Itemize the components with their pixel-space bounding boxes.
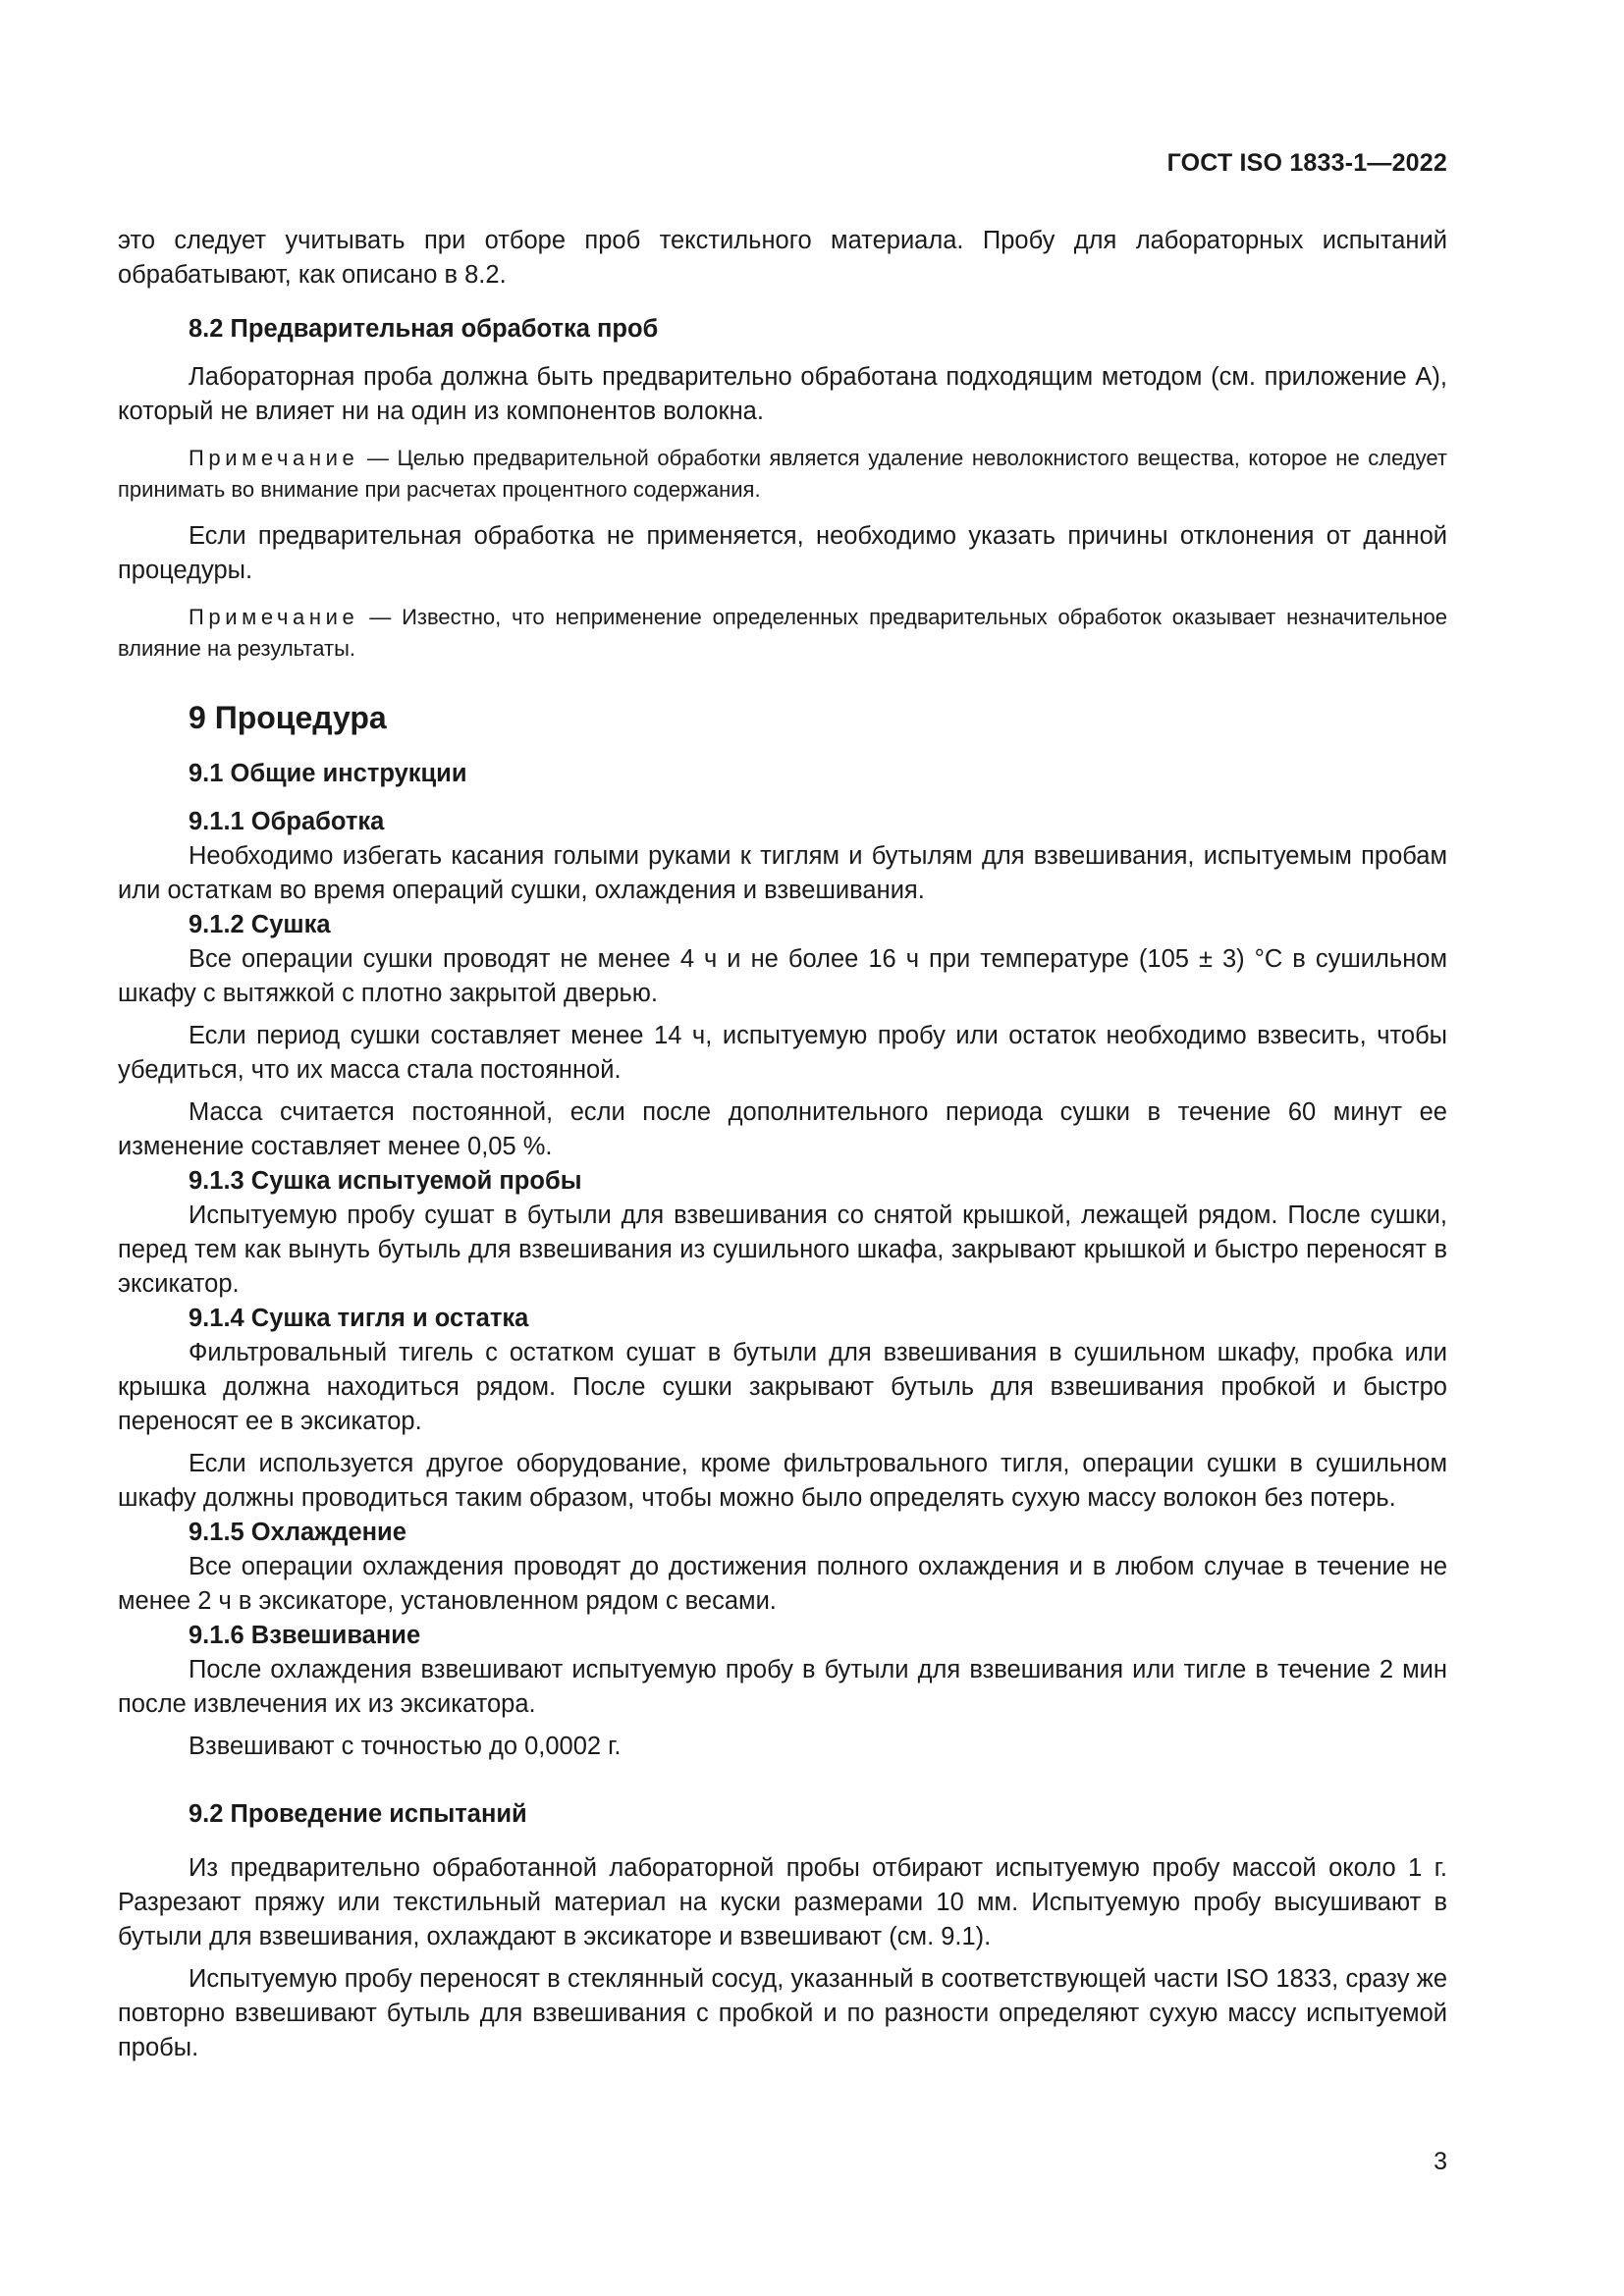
- section-9-1-1-heading: 9.1.1 Обработка: [189, 808, 385, 835]
- section-9-1-3-heading: 9.1.3 Сушка испытуемой пробы: [189, 1167, 582, 1195]
- section-9-1-2-paragraph-3: Масса считается постоянной, если после дополнительного периода сушки в течение 60 минут ее изменение составляет менее 0,05 %.: [118, 1098, 1447, 1160]
- section-9-heading: 9 Процедура: [189, 700, 387, 735]
- section-8-2-paragraph-1: Лабораторная проба должна быть предварительно обработана подходящим методом (см. приложение А), который не влияет ни на один из компонентов волокна.: [118, 363, 1447, 425]
- note-2: [118, 602, 1447, 665]
- section-9-1-1-paragraph: Необходимо избегать касания голыми руками к тиглям и бутылям для взвешивания, испытуемым пробам или остаткам во время операций сушки, охлаждения и взвешивания.: [118, 842, 1447, 904]
- document-page: [118, 0, 1447, 2296]
- section-8-2-heading: 8.2 Предварительная обработка проб: [189, 315, 659, 343]
- note-1-text: — Целью предварительной обработки является удаление неволокнистого вещества, которое не следует принимать во внимание при расчетах процентного содержания.: [118, 446, 1447, 502]
- document-body: [118, 224, 1447, 2065]
- section-9-1-6-heading: 9.1.6 Взвешивание: [189, 1622, 421, 1649]
- section-9-2-paragraph-1: Из предварительно обработанной лабораторной пробы отбирают испытуемую пробу массой около 1 г. Разрезают пряжу или текстильный материал на куски размерами 10 мм. Испытуемую пробу высушивают в бутыли для взвешивания, охлаждают в эксикаторе и взвешивают (см. 9.1).: [118, 1854, 1447, 1950]
- section-9-1-6-paragraph-1: После охлаждения взвешивают испытуемую пробу в бутыли для взвешивания или тигле в течение 2 мин после извлечения их из эксикатора.: [118, 1656, 1447, 1718]
- note-2-lead: Примечание: [189, 605, 359, 629]
- section-9-1-2-paragraph-1: Все операции сушки проводят не менее 4 ч и не более 16 ч при температуре (105 ± 3) °С в сушильном шкафу с вытяжкой с плотно закрытой дверью.: [118, 945, 1447, 1007]
- note-1: [118, 443, 1447, 506]
- continued-paragraph: это следует учитывать при отборе проб текстильного материала. Пробу для лабораторных испытаний обрабатывают, как описано в 8.2.: [118, 227, 1447, 289]
- section-9-1-3-paragraph: Испытуемую пробу сушат в бутыли для взвешивания со снятой крышкой, лежащей рядом. После сушки, перед тем как вынуть бутыль для взвешивания из сушильного шкафа, закрывают крышкой и быстро переносят в эксикатор.: [118, 1201, 1447, 1298]
- section-9-2-paragraph-2: Испытуемую пробу переносят в стеклянный сосуд, указанный в соответствующей части ISO 1833, сразу же повторно взвешивают бутыль для взвешивания с пробкой и по разности определяют сухую массу испытуемой пробы.: [118, 1965, 1447, 2061]
- section-9-1-6-paragraph-2: Взвешивают с точностью до 0,0002 г.: [189, 1733, 622, 1760]
- section-8-2-paragraph-2: Если предварительная обработка не применяется, необходимо указать причины отклонения от данной процедуры.: [118, 522, 1447, 584]
- document-code-header: ГОСТ ISO 1833-1—2022: [1166, 149, 1447, 177]
- section-9-1-4-heading: 9.1.4 Сушка тигля и остатка: [189, 1305, 529, 1332]
- section-9-1-heading: 9.1 Общие инструкции: [189, 760, 467, 787]
- page-number: 3: [1434, 2148, 1447, 2175]
- note-1-lead: Примечание: [189, 446, 359, 470]
- section-9-1-5-heading: 9.1.5 Охлаждение: [189, 1519, 406, 1546]
- section-9-1-2-heading: 9.1.2 Сушка: [189, 911, 331, 938]
- section-9-2-heading: 9.2 Проведение испытаний: [189, 1800, 527, 1828]
- section-9-1-4-paragraph-2: Если используется другое оборудование, кроме фильтровального тигля, операции сушки в сушильном шкафу должны проводиться таким образом, чтобы можно было определять сухую массу волокон без потерь.: [118, 1450, 1447, 1512]
- section-9-1-4-paragraph-1: Фильтровальный тигель с остатком сушат в бутыли для взвешивания в сушильном шкафу, пробка или крышка должна находиться рядом. После сушки закрывают бутыль для взвешивания пробкой и быстро переносят ее в эксикатор.: [118, 1339, 1447, 1435]
- note-2-text: — Известно, что неприменение определенных предварительных обработок оказывает незначительное влияние на результаты.: [118, 605, 1447, 661]
- section-9-1-5-paragraph: Все операции охлаждения проводят до достижения полного охлаждения и в любом случае в течение не менее 2 ч в эксикаторе, установленном рядом с весами.: [118, 1553, 1447, 1615]
- section-9-1-2-paragraph-2: Если период сушки составляет менее 14 ч, испытуемую пробу или остаток необходимо взвесить, чтобы убедиться, что их масса стала постоянной.: [118, 1022, 1447, 1084]
